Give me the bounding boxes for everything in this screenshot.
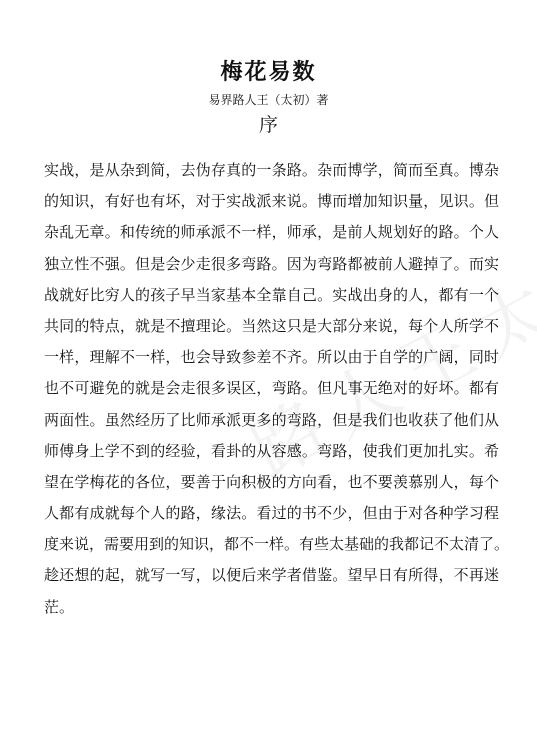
text-line: 的知识，有好也有坏，对于实战派来说。博而增加知识量，见识。但 (44, 192, 499, 211)
text-line: 战就好比穷人的孩子早当家基本全靠自己。实战出身的人，都有一个 (44, 285, 499, 304)
text-line: 杂乱无章。和传统的师承派不一样，师承，是前人规划好的路。个人 (44, 223, 499, 242)
text-line: 实战，是从杂到简，去伪存真的一条路。杂而博学，简而至真。博杂 (44, 161, 499, 179)
text-line: 趁还想的起，就写一写，以便后来学者借鉴。望早日有所得，不再迷 (44, 566, 499, 585)
text-line: 一样，理解不一样，也会导致参差不齐。所以由于自学的广阔，同时 (44, 348, 499, 367)
text-line: 师傅身上学不到的经验，看卦的从容感。弯路，使我们更加扎实。希 (44, 441, 499, 460)
document-title: 梅花易数 (220, 60, 317, 85)
text-line: 望在学梅花的各位，要善于向积极的方向看，也不要羡慕别人，每个 (44, 472, 499, 491)
text-line: 度来说，需要用到的知识，都不一样。有些太基础的我都记不太清了。 (44, 535, 510, 554)
document-author: 易界路人王（太初）著 (208, 93, 329, 107)
preface-body (44, 155, 510, 623)
section-title: 序 (258, 114, 278, 136)
text-line: 茫。 (44, 597, 75, 616)
text-line: 也不可避免的就是会走很多误区，弯路。但凡事无绝对的好坏。都有 (44, 379, 499, 398)
text-line: 人都有成就每个人的路，缘法。看过的书不少，但由于对各种学习程 (44, 504, 499, 523)
text-line: 共同的特点，就是不擅理论。当然这只是大部分来说，每个人所学不 (44, 316, 499, 335)
text-line: 独立性不强。但是会少走很多弯路。因为弯路都被前人避掉了。而实 (44, 254, 499, 273)
text-line: 两面性。虽然经历了比师承派更多的弯路，但是我们也收获了他们从 (44, 410, 499, 429)
